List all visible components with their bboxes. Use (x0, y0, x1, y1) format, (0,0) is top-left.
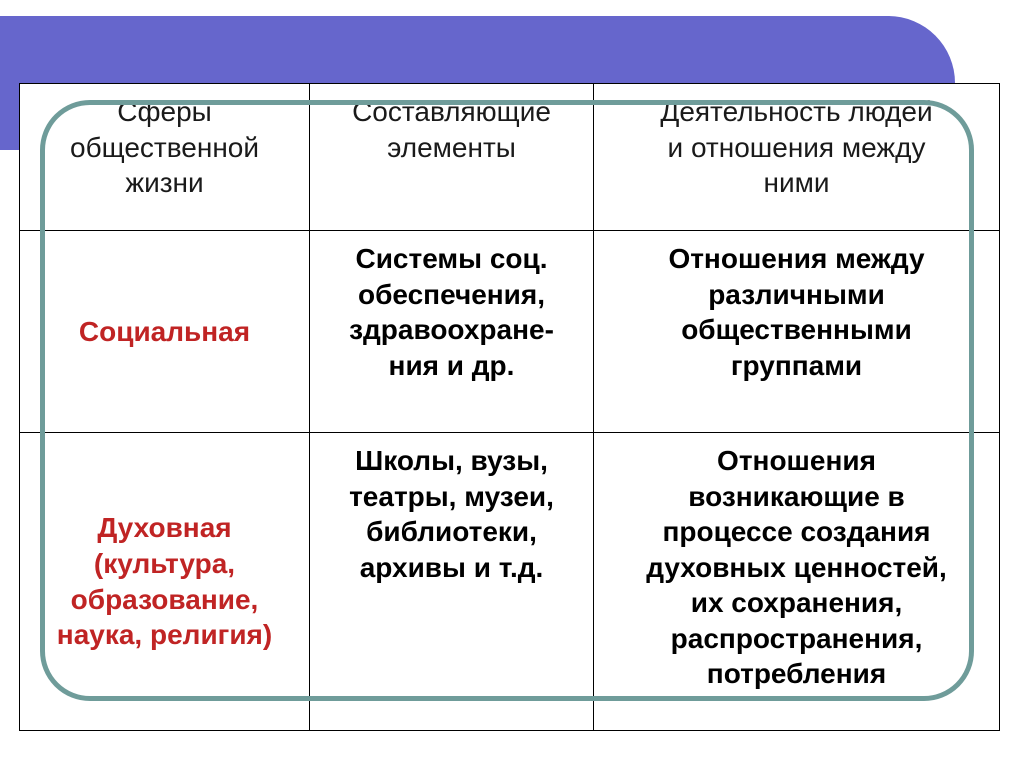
sphere-text: Социальная (78, 315, 251, 347)
cell-text: театры, музеи, (349, 480, 554, 512)
cell-text: ния и др. (388, 349, 515, 381)
cell-text: потребления (706, 658, 887, 690)
sphere-text: (культура, (93, 547, 236, 579)
header-text: элементы (387, 131, 516, 163)
cell-text: процессе создания (662, 516, 931, 548)
cell-text: группами (730, 349, 863, 381)
header-text: Сферы (117, 96, 212, 127)
header-text: жизни (125, 167, 204, 199)
cell-text: Школы, вузы, (355, 445, 548, 476)
cell-text: обеспечения, (357, 278, 546, 310)
header-text: ними (763, 167, 830, 199)
cell-text: библиотеки, (366, 516, 537, 548)
cell-text: различными (708, 278, 885, 310)
cell-text: Системы соц. (355, 243, 548, 274)
cell-text: распространения, (670, 622, 923, 654)
cell-text: их сохранения, (690, 587, 903, 619)
sphere-text: наука, религия) (56, 619, 273, 651)
decorative-frame (40, 100, 974, 701)
cell-text: возникающие в (688, 480, 905, 512)
cell-text: Отношения между (668, 243, 925, 274)
cell-text: общественными (681, 314, 912, 346)
sphere-text: образование, (70, 583, 259, 615)
cell-text: Отношения (717, 445, 876, 476)
header-text: Составляющие (352, 96, 551, 127)
cell-text: архивы и т.д. (359, 551, 544, 583)
header-text: и отношения между (667, 131, 926, 163)
sphere-text: Духовная (97, 512, 232, 544)
cell-text: духовных ценностей, (646, 551, 947, 583)
header-text: общественной (70, 131, 259, 163)
cell-text: здравоохране- (349, 314, 554, 346)
header-text: Деятельность людей (660, 96, 933, 127)
